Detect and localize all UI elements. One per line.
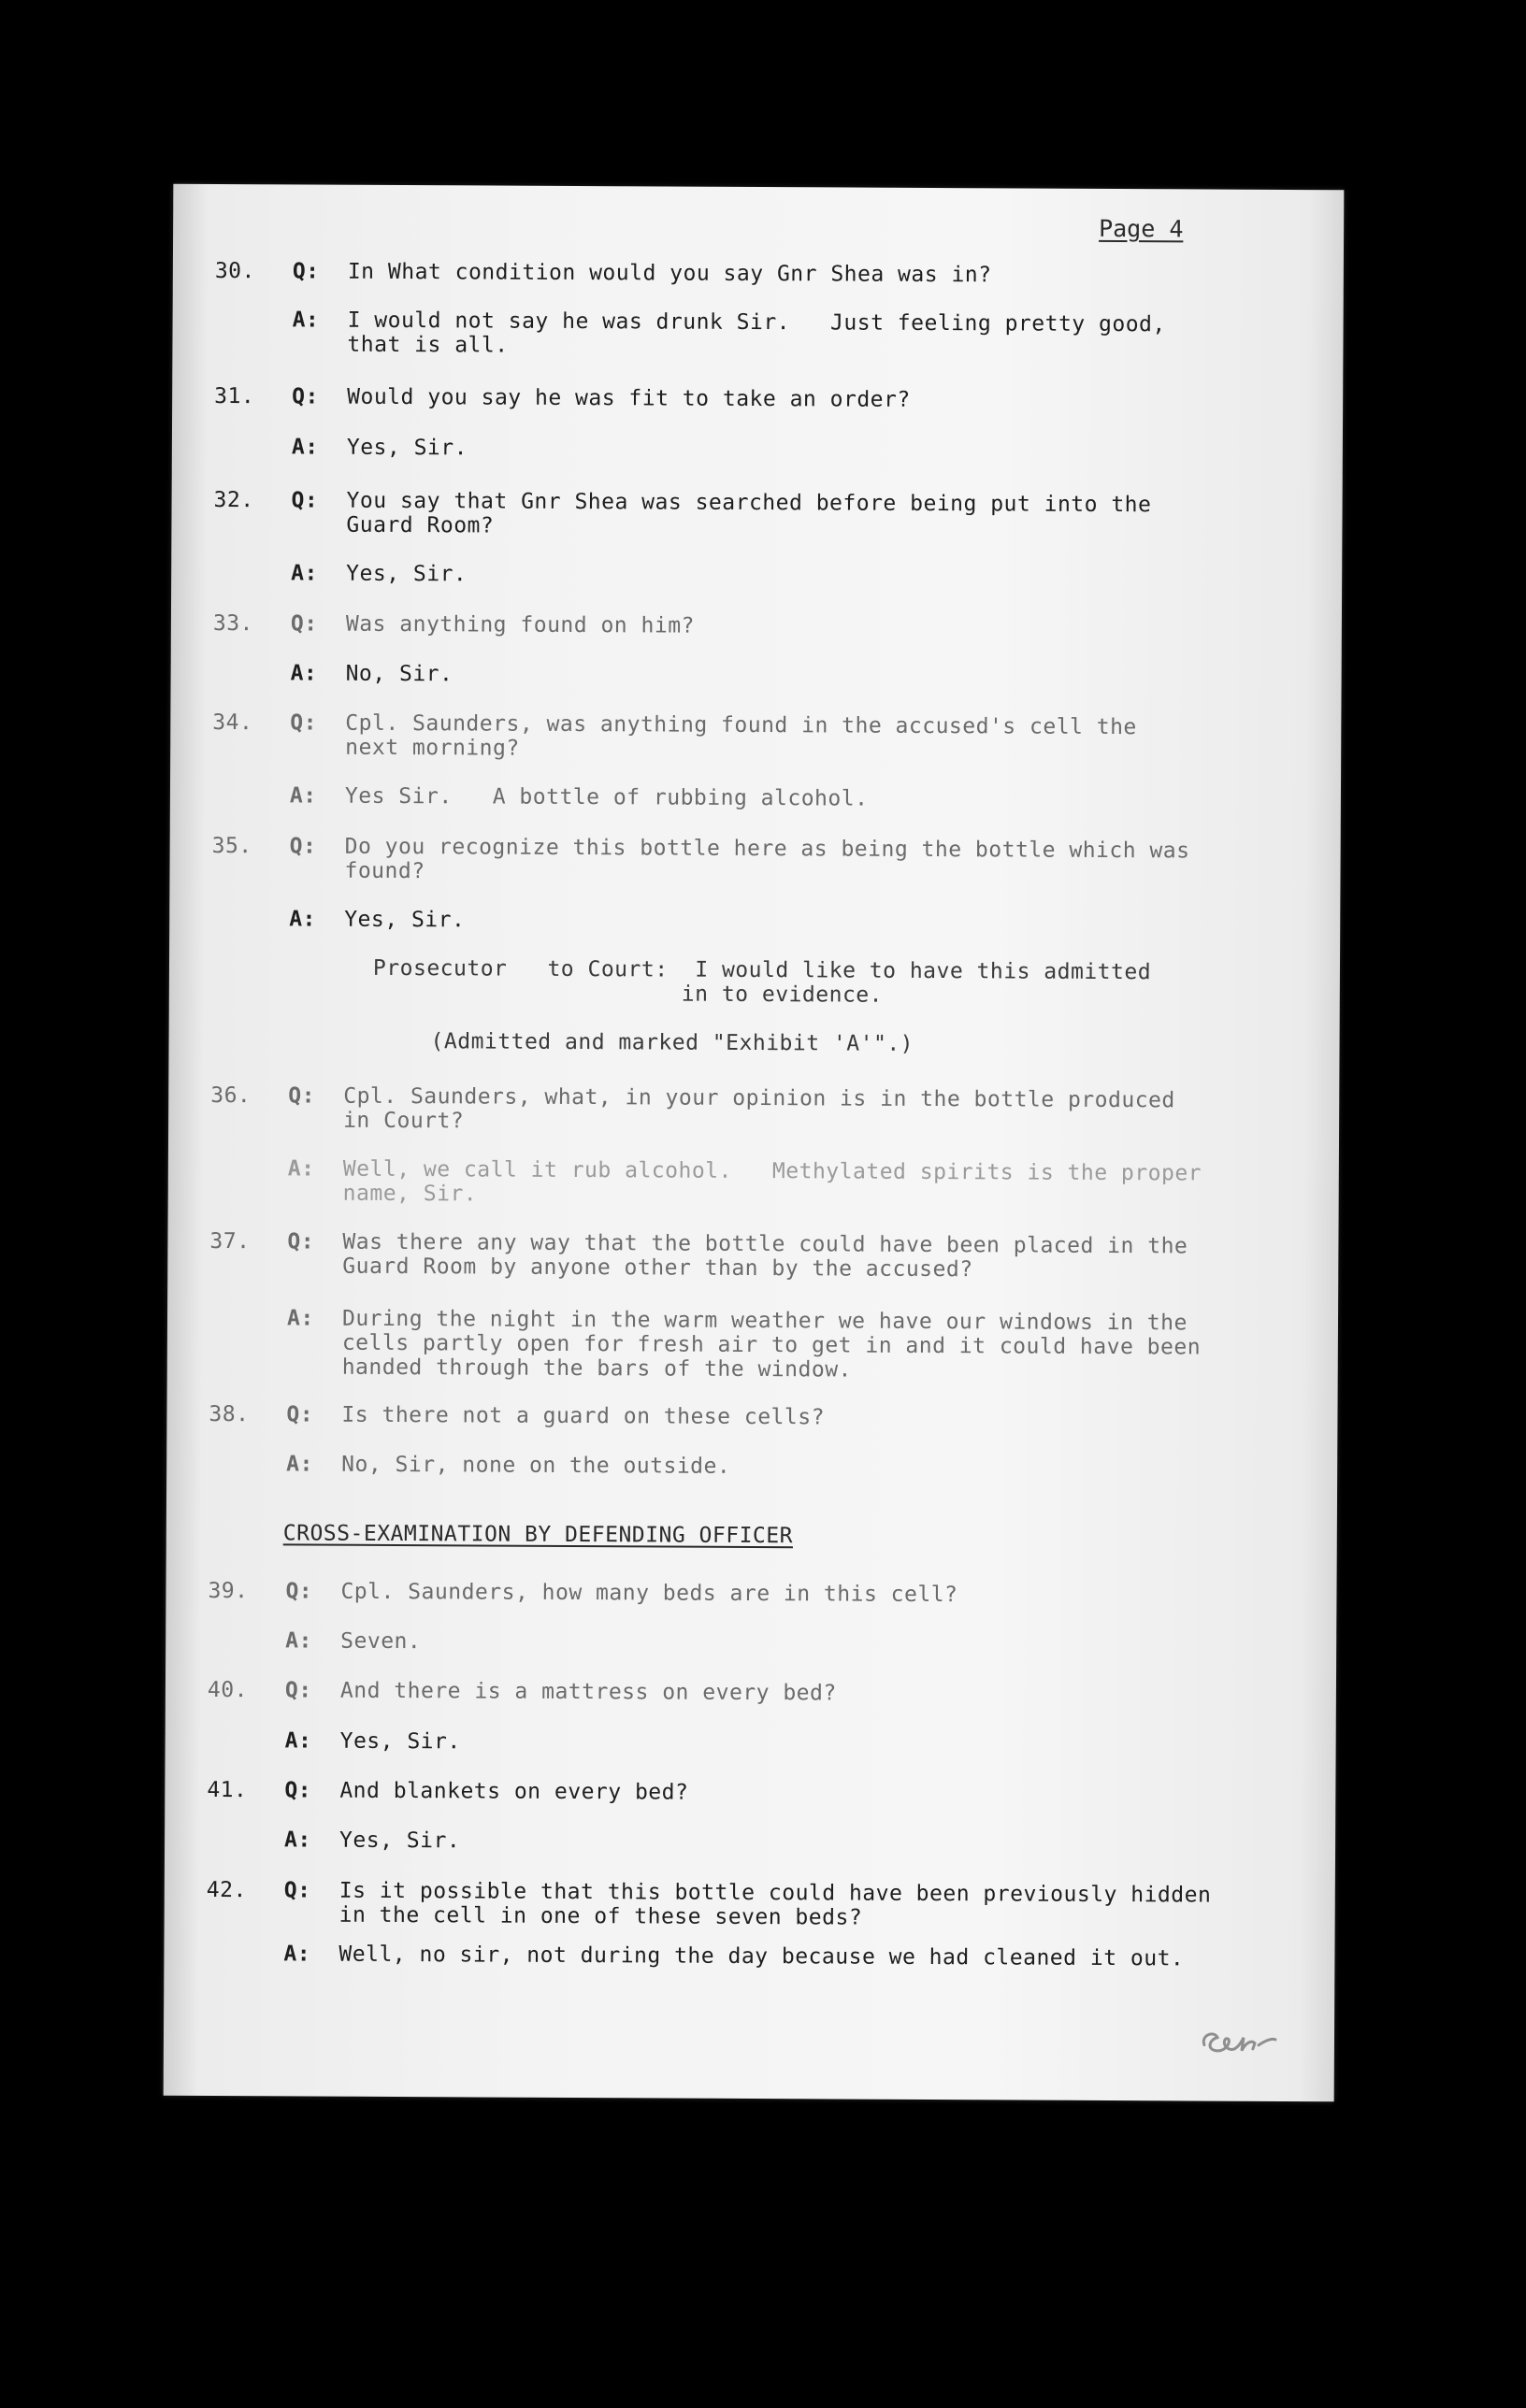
document-page (164, 184, 1345, 2102)
question-text: And there is a mattress on every bed? (339, 1678, 837, 1706)
answer-text: Well, we call it rub alcohol. Methylated spirits is the proper name, Sir. (342, 1156, 1202, 1207)
item-number: 41. (207, 1777, 248, 1803)
a-label: A: (286, 1306, 314, 1331)
q-label: Q: (290, 710, 318, 736)
item-number: 39. (208, 1578, 249, 1604)
q-label: Q: (283, 1878, 311, 1903)
q-label: Q: (284, 1778, 312, 1803)
a-label: A: (284, 1828, 311, 1853)
answer-text: Yes, Sir. (344, 907, 466, 933)
q-label: Q: (290, 611, 318, 637)
a-label: A: (289, 907, 317, 932)
answer-text: Yes, Sir. (339, 1828, 461, 1854)
item-number: 31. (214, 383, 255, 409)
a-label: A: (291, 435, 319, 460)
question-text: In What condition would you say Gnr Shea was in? (347, 259, 992, 288)
q-label: Q: (287, 1229, 315, 1254)
q-label: Q: (292, 259, 320, 284)
item-number: 42. (206, 1877, 247, 1903)
q-label: Q: (284, 1678, 312, 1703)
question-text: Was anything found on him? (345, 611, 695, 638)
question-text: Would you say he was fit to take an order? (347, 384, 911, 412)
question-text: Is it possible that this bottle could have been previously hidden in the cell in one of these seven beds? (338, 1878, 1212, 1930)
a-label: A: (287, 1156, 315, 1182)
q-label: Q: (286, 1402, 314, 1427)
exhibit-note: (Admitted and marked "Exhibit 'A'".) (430, 1029, 914, 1056)
page-number: Page 4 (1099, 214, 1184, 243)
answer-text: Yes, Sir. (339, 1728, 461, 1755)
answer-text: Yes, Sir. (346, 435, 468, 461)
section-heading: CROSS-EXAMINATION BY DEFENDING OFFICER (282, 1521, 794, 1549)
q-label: Q: (292, 384, 319, 409)
item-number: 32. (213, 487, 254, 513)
answer-text: I would not say he was drunk Sir. Just feeling pretty good, that is all. (347, 308, 1166, 358)
answer-text: During the night in the warm weather we have our windows in the cells partly open for fresh air to get in and it could have been handed through the bars of the window. (341, 1306, 1202, 1383)
item-number: 37. (209, 1228, 251, 1254)
a-label: A: (284, 1728, 312, 1754)
a-label: A: (289, 783, 317, 809)
handwritten-initials (1197, 2016, 1281, 2063)
answer-text: Yes, Sir. (346, 561, 468, 587)
item-number: 30. (214, 258, 255, 284)
answer-text: No, Sir, none on the outside. (341, 1452, 731, 1479)
question-text: Was there any way that the bottle could have been placed in the Guard Room by anyone other than by the accused? (342, 1229, 1188, 1283)
a-label: A: (292, 308, 320, 333)
question-text: And blankets on every bed? (339, 1778, 689, 1805)
question-text: Cpl. Saunders, what, in your opinion is in the bottle produced in Court? (343, 1083, 1175, 1134)
q-label: Q: (289, 834, 317, 859)
item-number: 35. (211, 833, 252, 859)
a-label: A: (291, 561, 318, 586)
question-text: Do you recognize this bottle here as being the bottle which was found? (344, 834, 1190, 884)
a-label: A: (290, 661, 318, 686)
answer-text: Well, no sir, not during the day because we had cleaned it out. (338, 1942, 1185, 1971)
q-label: Q: (291, 488, 319, 513)
answer-text: Yes Sir. A bottle of rubbing alcohol. (344, 783, 869, 811)
answer-text: Seven. (340, 1628, 422, 1655)
a-label: A: (285, 1628, 312, 1654)
item-number: 34. (212, 710, 253, 736)
a-label: A: (283, 1942, 311, 1967)
question-text: Is there not a guard on these cells? (341, 1402, 826, 1430)
answer-text: No, Sir. (345, 661, 453, 687)
a-label: A: (286, 1452, 313, 1477)
q-label: Q: (288, 1083, 316, 1109)
q-label: Q: (285, 1579, 313, 1604)
item-number: 38. (209, 1401, 250, 1427)
item-number: 40. (207, 1677, 249, 1703)
question-text: Cpl. Saunders, how many beds are in this cell? (340, 1579, 958, 1608)
question-text: You say that Gnr Shea was searched before being put into the Guard Room? (346, 488, 1152, 538)
item-number: 33. (212, 610, 254, 637)
item-number: 36. (210, 1082, 252, 1109)
prosecutor-note: Prosecutor to Court: I would like to have this admitted in to evidence. (372, 955, 1152, 1008)
question-text: Cpl. Saunders, was anything found in the accused's cell the next morning? (345, 710, 1137, 761)
